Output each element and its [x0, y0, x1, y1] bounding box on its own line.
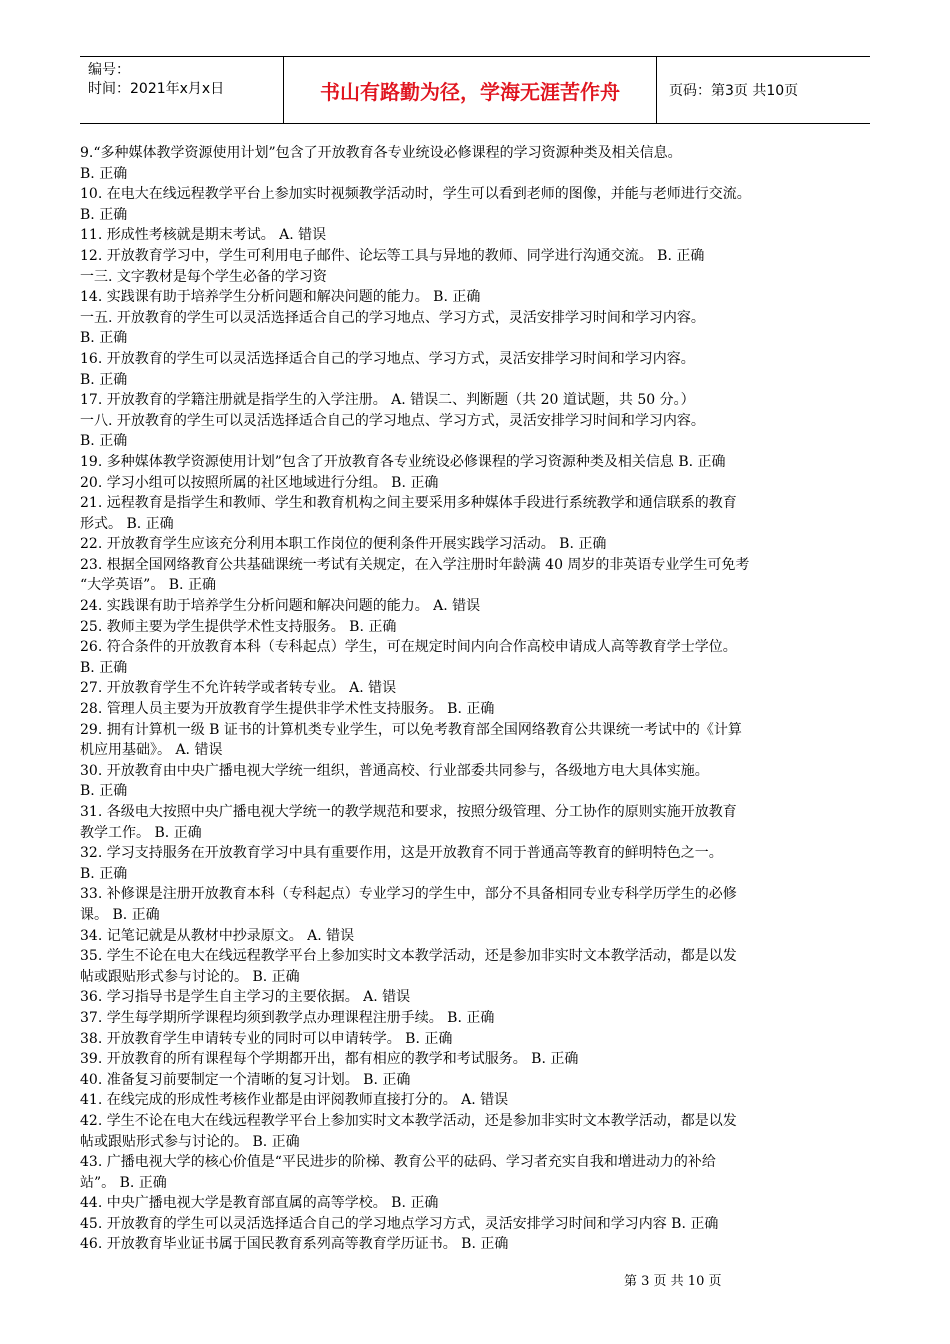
text-line: 21. 远程教育是指学生和教师、学生和教育机构之间主要采用多种媒体手段进行系统教学和通信联系的教育	[80, 495, 737, 512]
text-line: 机应用基础》。 A. 错误	[80, 742, 223, 759]
text-line: 12. 开放教育学习中，学生可利用电子邮件、论坛等工具与异地的教师、同学进行沟通交流。 B. 正确	[80, 247, 705, 264]
document-number-label: 编号：	[88, 62, 130, 78]
page-header	[80, 56, 870, 124]
text-line: 17. 开放教育的学籍注册就是指学生的入学注册。 A. 错误二、判断题（共 20 道试题，共 50 分。）	[80, 392, 695, 409]
text-line: B. 正确	[80, 865, 128, 882]
text-line: 44. 中央广播电视大学是教育部直属的高等学校。 B. 正确	[80, 1195, 439, 1212]
text-line: B. 正确	[80, 206, 128, 223]
text-line: 41. 在线完成的形成性考核作业都是由评阅教师直接打分的。 A. 错误	[80, 1092, 509, 1109]
text-line: B. 正确	[80, 330, 128, 347]
document-date: 时间：2021年x月x日	[88, 81, 225, 97]
text-line: 37. 学生每学期所学课程均须到教学点办理课程注册手续。 B. 正确	[80, 1009, 495, 1026]
text-line: 43. 广播电视大学的核心价值是“平民进步的阶梯、教育公平的砝码、学习者充实自我和增进动力的补给	[80, 1154, 716, 1171]
text-line: 一八. 开放教育的学生可以灵活选择适合自己的学习地点、学习方式，灵活安排学习时间和学习内容。	[80, 412, 705, 429]
text-line: 32. 学习支持服务在开放教育学习中具有重要作用，这是开放教育不同于普通高等教育的鲜明特色之一。	[80, 845, 723, 862]
text-line: 35. 学生不论在电大在线远程教学平台上参加实时文本教学活动，还是参加非实时文本教学活动，都是以发	[80, 948, 737, 965]
text-line: “大学英语”。 B. 正确	[80, 577, 216, 594]
text-line: 课。 B. 正确	[80, 906, 160, 923]
text-line: 9.“多种媒体教学资源使用计划”包含了开放教育各专业统设必修课程的学习资源种类及相关信息。	[80, 145, 682, 161]
text-line: 33. 补修课是注册开放教育本科（专科起点）专业学习的学生中，部分不具备相同专业专科学历学生的必修	[80, 886, 737, 903]
text-line: 教学工作。 B. 正确	[80, 824, 202, 841]
header-meta	[80, 57, 284, 123]
text-line: 22. 开放教育学生应该充分利用本职工作岗位的便利条件开展实践学习活动。 B. 正确	[80, 536, 607, 553]
text-line: B. 正确	[80, 371, 128, 388]
header-page-code: 页码：第3页 共10页	[669, 83, 799, 99]
text-line: 帖或跟贴形式参与讨论的。 B. 正确	[80, 1133, 300, 1150]
text-line: 10. 在电大在线远程教学平台上参加实时视频教学活动时，学生可以看到老师的图像，并能与老师进行交流。	[80, 186, 751, 203]
text-line: 42. 学生不论在电大在线远程教学平台上参加实时文本教学活动，还是参加非实时文本教学活动，都是以发	[80, 1112, 737, 1129]
text-line: 27. 开放教育学生不允许转学或者转专业。 A. 错误	[80, 680, 397, 697]
text-line: 14. 实践课有助于培养学生分析问题和解决问题的能力。 B. 正确	[80, 289, 481, 306]
text-line: 帖或跟贴形式参与讨论的。 B. 正确	[80, 968, 300, 985]
text-line: 29. 拥有计算机一级 B 证书的计算机类专业学生，可以免考教育部全国网络教育公共课统一考试中的《计算	[80, 721, 742, 738]
text-line: 40. 准备复习前要制定一个清晰的复习计划。 B. 正确	[80, 1071, 411, 1088]
text-line: 一三. 文字教材是每个学生必备的学习资	[80, 268, 327, 285]
text-line: 46. 开放教育毕业证书属于国民教育系列高等教育学历证书。 B. 正确	[80, 1236, 509, 1253]
text-line: 38. 开放教育学生申请转专业的同时可以申请转学。 B. 正确	[80, 1030, 453, 1047]
text-line: 11. 形成性考核就是期末考试。 A. 错误	[80, 227, 327, 244]
text-line: 形式。 B. 正确	[80, 515, 174, 532]
text-line: 16. 开放教育的学生可以灵活选择适合自己的学习地点、学习方式，灵活安排学习时间和学习内容。	[80, 350, 695, 367]
text-line: B. 正确	[80, 433, 128, 450]
text-line: 20. 学习小组可以按照所属的社区地域进行分组。 B. 正确	[80, 474, 439, 491]
text-line: 一五. 开放教育的学生可以灵活选择适合自己的学习地点、学习方式，灵活安排学习时间和学习内容。	[80, 309, 705, 326]
page-footer: 第 3 页 共 10 页	[624, 1274, 722, 1289]
question-list	[80, 143, 885, 1255]
header-motto: 书山有路勤为径，学海无涯苦作舟	[284, 57, 657, 123]
text-line: 31. 各级电大按照中央广播电视大学统一的教学规范和要求，按照分级管理、分工协作的原则实施开放教育	[80, 804, 737, 820]
text-line: 36. 学习指导书是学生自主学习的主要依据。 A. 错误	[80, 989, 411, 1006]
text-line: 34. 记笔记就是从教材中抄录原文。 A. 错误	[80, 927, 355, 944]
text-line: 25. 教师主要为学生提供学术性支持服务。 B. 正确	[80, 618, 397, 635]
text-line: 39. 开放教育的所有课程每个学期都开出，都有相应的教学和考试服务。 B. 正确	[80, 1051, 579, 1068]
text-line: 23. 根据全国网络教育公共基础课统一考试有关规定，在入学注册时年龄满 40 周岁的非英语专业学生可免考	[80, 556, 750, 573]
text-line: B. 正确	[80, 659, 128, 676]
text-line: 45. 开放教育的学生可以灵活选择适合自己的学习地点学习方式，灵活安排学习时间和学习内容 B. 正确	[80, 1215, 719, 1232]
text-line: 24. 实践课有助于培养学生分析问题和解决问题的能力。 A. 错误	[80, 598, 481, 615]
text-line: 19. 多种媒体教学资源使用计划”包含了开放教育各专业统设必修课程的学习资源种类及相关信息 B. 正确	[80, 453, 726, 470]
text-line: 站”。 B. 正确	[80, 1174, 167, 1191]
text-line: 30. 开放教育由中央广播电视大学统一组织，普通高校、行业部委共同参与，各级地方电大具体实施。	[80, 762, 709, 779]
text-line: B. 正确	[80, 783, 128, 800]
text-line: 26. 符合条件的开放教育本科（专科起点）学生，可在规定时间内向合作高校申请成人高等教育学士学位。	[80, 639, 737, 656]
text-line: B. 正确	[80, 165, 128, 182]
text-line: 28. 管理人员主要为开放教育学生提供非学术性支持服务。 B. 正确	[80, 701, 495, 718]
